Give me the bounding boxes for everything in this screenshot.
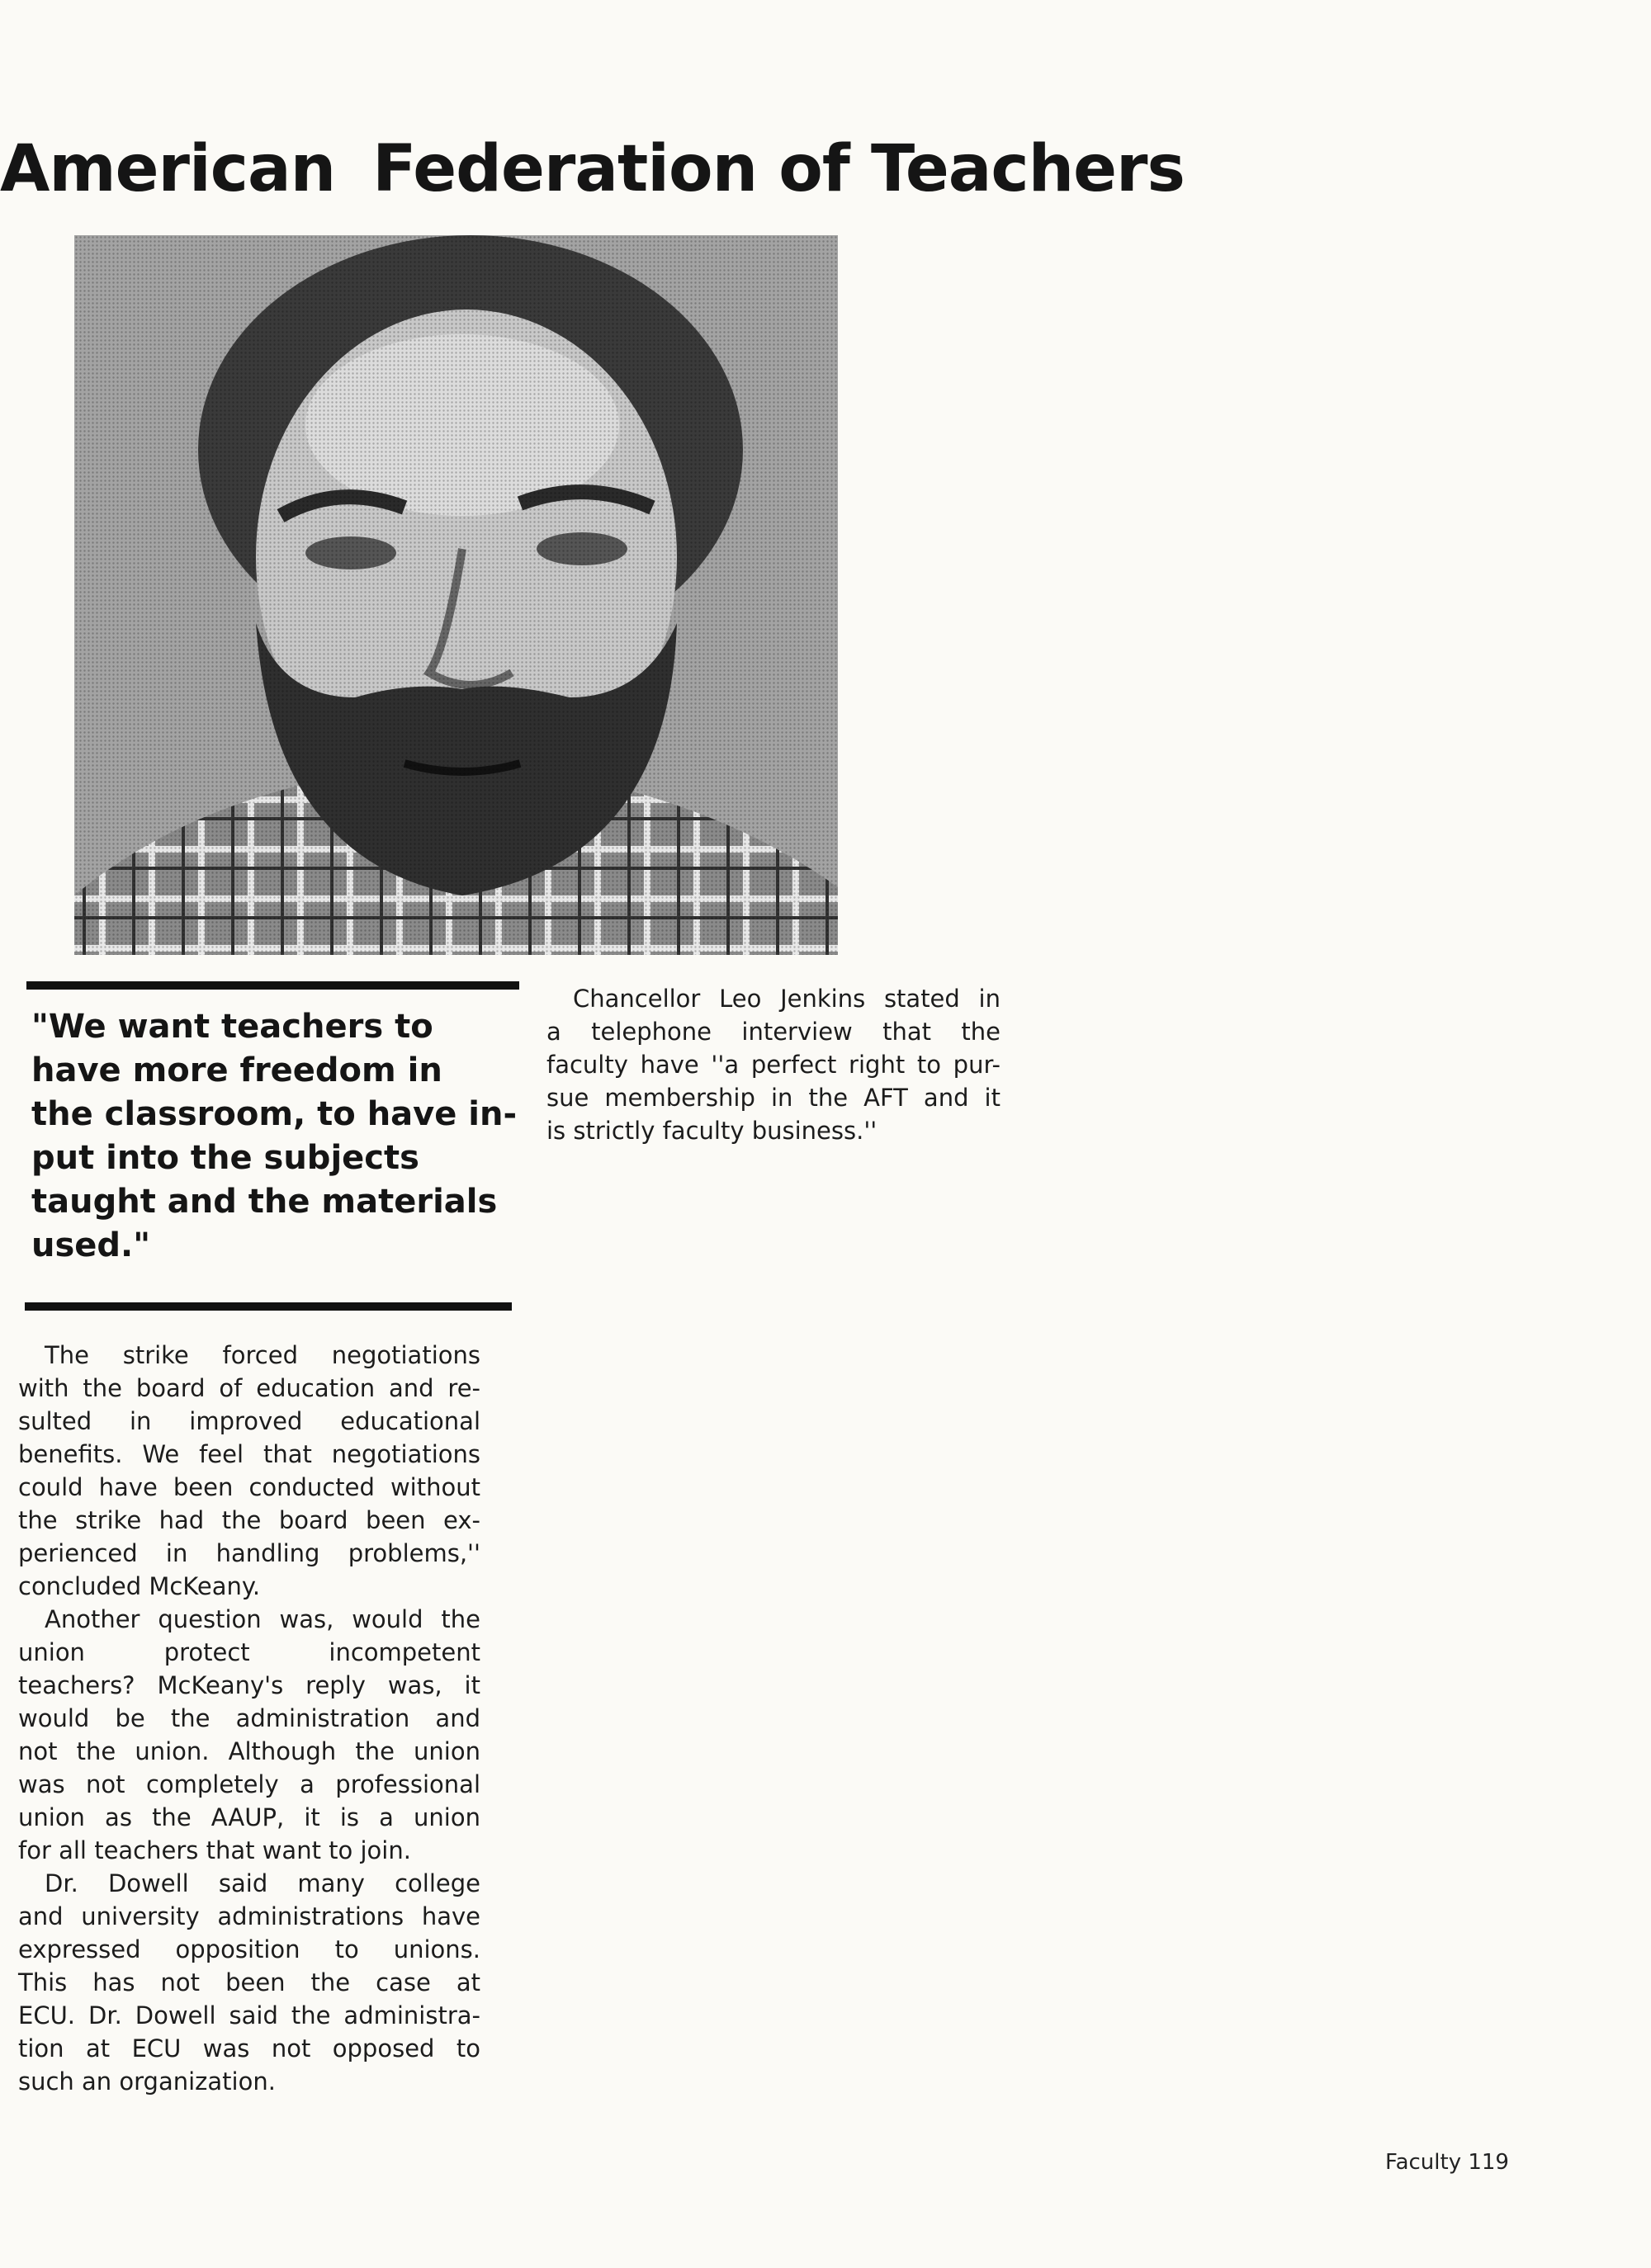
pull-quote-line: taught and the materials [31, 1183, 498, 1221]
right-article-column [546, 982, 1001, 1147]
article-line: with the board of education and re- [18, 1374, 480, 1402]
article-line: Dr. Dowell said many college [45, 1869, 480, 1897]
article-line: sulted in improved educational [18, 1407, 480, 1435]
pull-quote-line: put into the subjects [31, 1139, 419, 1177]
article-line: perienced in handling problems,'' [18, 1539, 480, 1567]
article-line: would be the administration and [18, 1704, 480, 1732]
article-line: Another question was, would the [45, 1605, 480, 1633]
pull-quote-bottom-rule [25, 1302, 512, 1311]
pull-quote-top-rule [26, 981, 519, 990]
article-line: for all teachers that want to join. [18, 1836, 411, 1864]
title-word-1: American [0, 132, 336, 206]
left-article-column [18, 1339, 480, 2098]
article-line: could have been conducted without [18, 1473, 480, 1501]
article-line: benefits. We feel that negotiations [18, 1440, 480, 1468]
article-line: teachers? McKeany's reply was, it [18, 1671, 480, 1699]
pull-quote-line: have more freedom in [31, 1051, 442, 1089]
article-line: union protect incompetent [18, 1638, 480, 1666]
article-line: and university administrations have [18, 1902, 480, 1930]
article-line: union as the AAUP, it is a union [18, 1803, 480, 1831]
pull-quote [31, 1005, 518, 1268]
pull-quote-line: used." [31, 1226, 151, 1264]
article-line: The strike forced negotiations [45, 1341, 480, 1369]
article-line: was not completely a professional [18, 1770, 480, 1798]
portrait-photo [74, 235, 838, 955]
article-line: faculty have ''a perfect right to pur- [546, 1051, 1001, 1079]
title-word-rest: Federation of Teachers [372, 132, 1185, 206]
article-line: is strictly faculty business.'' [546, 1117, 878, 1145]
portrait-illustration [74, 235, 838, 955]
article-line: the strike had the board been ex- [18, 1506, 480, 1534]
article-line: such an organization. [18, 2067, 276, 2096]
page-title [0, 132, 1185, 206]
article-line: tion at ECU was not opposed to [18, 2034, 480, 2062]
article-line: Chancellor Leo Jenkins stated in [573, 985, 1001, 1013]
article-line: expressed opposition to unions. [18, 1935, 480, 1963]
article-line: concluded McKeany. [18, 1572, 261, 1600]
article-line: not the union. Although the union [18, 1737, 480, 1765]
article-line: ECU. Dr. Dowell said the administra- [18, 2001, 480, 2029]
page-folio: Faculty 119 [1385, 2150, 1509, 2175]
article-line: sue membership in the AFT and it [546, 1084, 1001, 1112]
article-line: a telephone interview that the [546, 1018, 1001, 1046]
pull-quote-line: "We want teachers to [31, 1008, 433, 1046]
article-line: This has not been the case at [18, 1968, 480, 1996]
pull-quote-line: the classroom, to have in- [31, 1095, 518, 1133]
